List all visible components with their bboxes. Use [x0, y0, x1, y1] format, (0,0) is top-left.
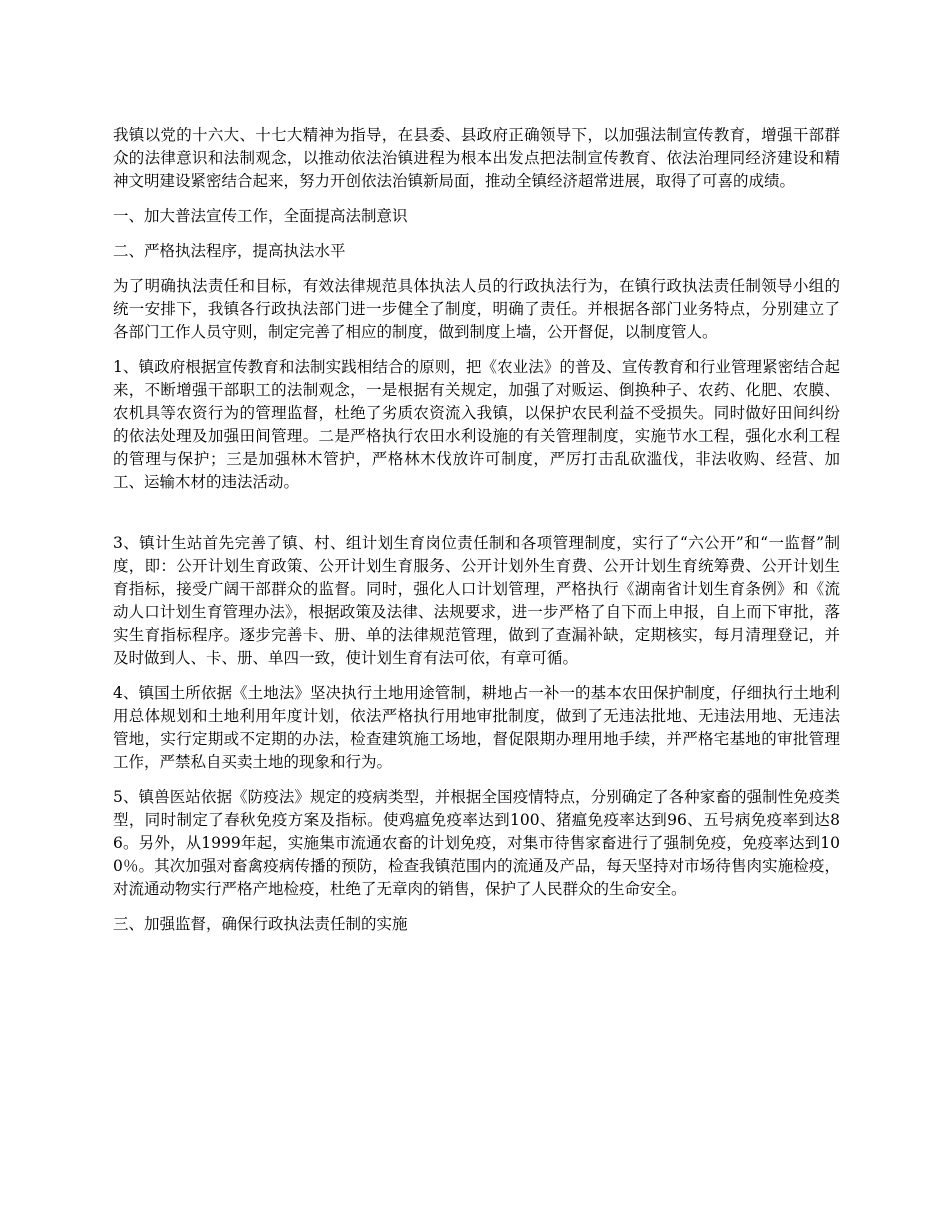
- item-paragraph-3: 3、镇计生站首先完善了镇、村、组计划生育岗位责任制和各项管理制度，实行了“六公开”和“一监督”制度，即：公开计划生育政策、公开计划生育服务、公开计划外生育费、公开计划生育统筹费、公开计划生育指标，接受广阔干部群众的监督。同时，强化人口计划管理，严格执行《湖南省计划生育条例》和《流动人口计划生育管理办法》，根据政策及法律、法规要求，进一步严格了自下而上申报，自上而下审批，落实生育指标程序。逐步完善卡、册、单的法律规范管理，做到了查漏补缺，定期核实，每月清理登记，并及时做到人、卡、册、单四一致，使计划生育有法可依，有章可循。: [113, 534, 840, 667]
- item-paragraph-1: 1、镇政府根据宣传教育和法制实践相结合的原则，把《农业法》的普及、宣传教育和行业管理紧密结合起来，不断增强干部职工的法制观念，一是根据有关规定，加强了对贩运、倒换种子、农药、化肥、农膜、农机具等农资行为的管理监督，杜绝了劣质农资流入我镇，以保护农民利益不受损失。同时做好田间纠纷的依法处理及加强田间管理。二是严格执行农田水利设施的有关管理制度，实施节水工程，强化水利工程的管理与保护；三是加强林木管护，严格林木伐放许可制度，严厉打击乱砍滥伐，非法收购、经营、加工、运输木材的违法活动。: [113, 358, 840, 491]
- item-paragraph-5: 5、镇兽医站依据《防疫法》规定的疫病类型，并根据全国疫情特点，分别确定了各种家畜的强制性免疫类型，同时制定了春秋免疫方案及指标。使鸡瘟免疫率达到100、猪瘟免疫率达到96、五号病免疫率到达86。另外，从1999年起，实施集市流通农畜的计划免疫，对集市待售家畜进行了强制免疫，免疫率达到100％。其次加强对畜禽疫病传播的预防，检查我镇范围内的流通及产品，每天坚持对市场待售肉实施检疫，对流通动物实行严格产地检疫，杜绝了无章肉的销售，保护了人民群众的生命安全。: [113, 788, 840, 898]
- intro-paragraph: 我镇以党的十六大、十七大精神为指导，在县委、县政府正确领导下，以加强法制宣传教育，增强干部群众的法律意识和法制观念，以推动依法治镇进程为根本出发点把法制宣传教育、依法治理同经济建设和精神文明建设紧密结合起来，努力开创依法治镇新局面，推动全镇经济超常进展，取得了可喜的成绩。: [113, 126, 840, 190]
- section-heading-1: 一、加大普法宣传工作，全面提高法制意识: [113, 207, 408, 225]
- section-heading-2: 二、严格执法程序，提高执法水平: [113, 242, 346, 260]
- section-heading-3: 三、加强监督，确保行政执法责任制的实施: [113, 915, 408, 933]
- document-body: [113, 124, 840, 948]
- body-paragraph: 为了明确执法责任和目标，有效法律规范具体执法人员的行政执法行为，在镇行政执法责任制领导小组的统一安排下，我镇各行政执法部门进一步健全了制度，明确了责任。并根据各部门业务特点，分别建立了各部门工作人员守则，制定完善了相应的制度，做到制度上墙，公开督促，以制度管人。: [113, 277, 840, 341]
- item-paragraph-4: 4、镇国土所依据《土地法》坚决执行土地用途管制，耕地占一补一的基本农田保护制度，仔细执行土地利用总体规划和土地利用年度计划，依法严格执行用地审批制度，做到了无违法批地、无违法用地、无违法管地，实行定期或不定期的办法，检查建筑施工场地，督促限期办理用地手续，并严格宅基地的审批管理工作，严禁私自买卖土地的现象和行为。: [113, 684, 840, 771]
